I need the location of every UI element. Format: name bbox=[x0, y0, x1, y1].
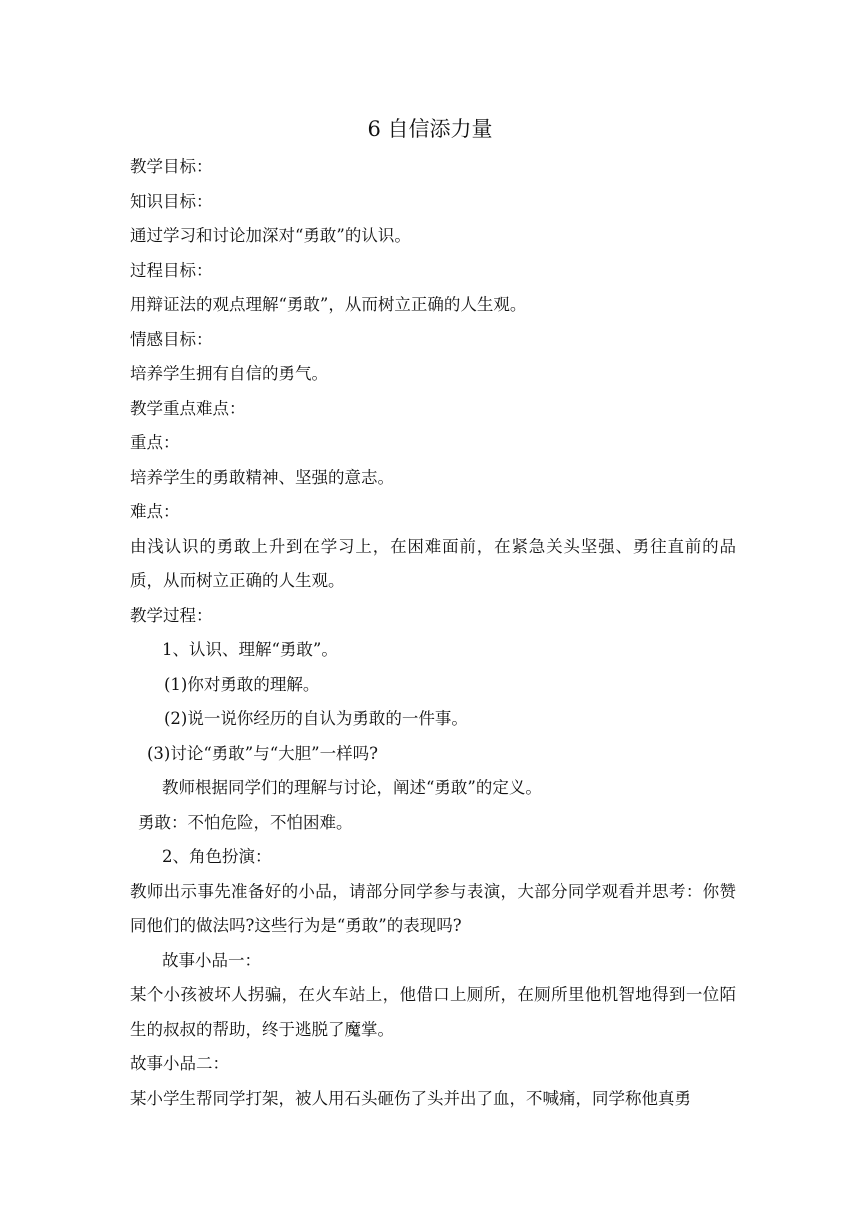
heading-skit-1: 故事小品一： bbox=[162, 950, 261, 970]
heading-teaching-process: 教学过程： bbox=[130, 605, 213, 625]
paragraph-knowledge-goal: 通过学习和讨论加深对“勇敢”的认识。 bbox=[130, 226, 411, 245]
paragraph-skit-1: 某个小孩被坏人拐骗，在火车站上，他借口上厕所，在厕所里他机智地得到一位陌生的叔叔的帮助，终于逃脱了魔掌。 bbox=[130, 985, 736, 1039]
step-1-item-3: (3)讨论“勇敢”与“大胆”一样吗? bbox=[147, 743, 378, 763]
paragraph-emotion-goal: 培养学生拥有自信的勇气。 bbox=[130, 364, 328, 383]
paragraph-process-goal: 用辩证法的观点理解“勇敢”，从而树立正确的人生观。 bbox=[130, 295, 527, 314]
document-title: 6 自信添力量 bbox=[367, 117, 493, 141]
step-2: 2、角色扮演： bbox=[162, 847, 272, 866]
heading-process-goal: 过程目标： bbox=[130, 260, 213, 280]
step-1-item-1: (1)你对勇敢的理解。 bbox=[164, 674, 320, 694]
heading-difficulty: 难点： bbox=[130, 502, 180, 521]
paragraph-teacher-explains: 教师根据同学们的理解与讨论，阐述“勇敢”的定义。 bbox=[162, 778, 542, 797]
heading-skit-2: 故事小品二： bbox=[130, 1054, 229, 1073]
paragraph-difficulty: 由浅认识的勇敢上升到在学习上，在困难面前，在紧急关头坚强、勇往直前的品质，从而树立正确的人生观。 bbox=[130, 536, 736, 590]
heading-focus: 重点： bbox=[130, 433, 180, 452]
heading-teaching-goals: 教学目标： bbox=[130, 157, 213, 176]
heading-key-points: 教学重点难点： bbox=[130, 398, 246, 418]
paragraph-brave-definition: 勇敢：不怕危险，不怕困难。 bbox=[138, 812, 353, 832]
step-1: 1、认识、理解“勇敢”。 bbox=[162, 640, 338, 659]
paragraph-role-play: 教师出示事先准备好的小品，请部分同学参与表演，大部分同学观看并思考：你赞同他们的做法吗?这些行为是“勇敢”的表现吗? bbox=[130, 881, 736, 935]
document-body bbox=[130, 150, 736, 1116]
step-1-item-2: (2)说一说你经历的自认为勇敢的一件事。 bbox=[164, 709, 468, 728]
heading-emotion-goal: 情感目标： bbox=[130, 329, 213, 349]
heading-knowledge-goal: 知识目标： bbox=[130, 191, 213, 211]
paragraph-focus: 培养学生的勇敢精神、坚强的意志。 bbox=[130, 467, 394, 487]
paragraph-skit-2: 某小学生帮同学打架，被人用石头砸伤了头并出了血，不喊痛，同学称他真勇 bbox=[130, 1088, 691, 1108]
